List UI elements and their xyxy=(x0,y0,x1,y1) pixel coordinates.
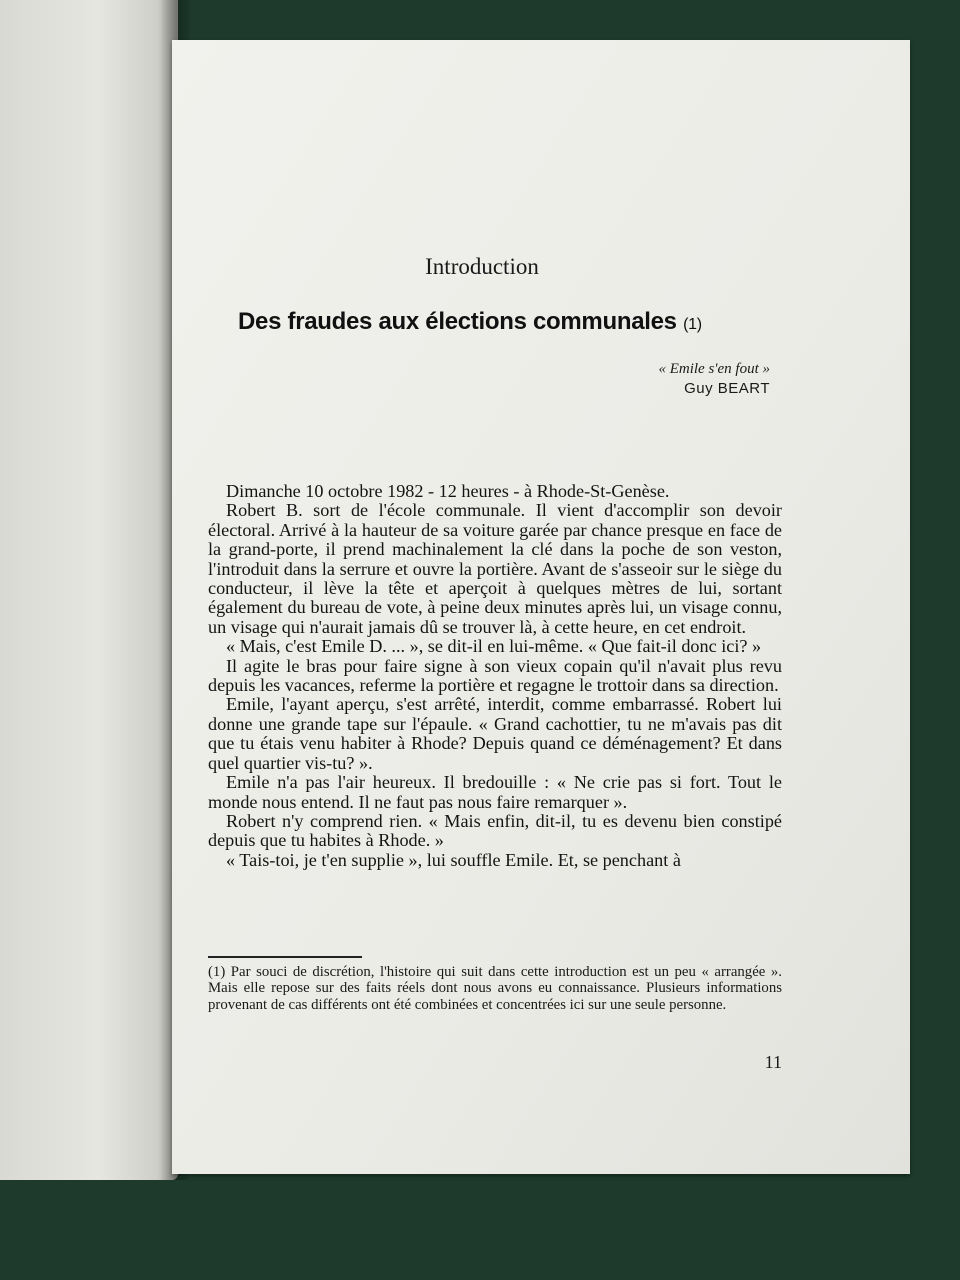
facing-page xyxy=(0,0,178,1180)
section-title xyxy=(238,308,702,336)
epigraph xyxy=(658,360,770,398)
paragraph: « Tais-toi, je t'en supplie », lui souffle Emile. Et, se penchant à xyxy=(226,849,681,870)
paragraph: Il agite le bras pour faire signe à son vieux copain qu'il n'avait plus revu depuis les vacances, referme la portière et regagne le trottoir dans sa direction. xyxy=(208,655,782,696)
chapter-title: Introduction xyxy=(425,254,539,279)
paragraph: Robert n'y comprend rien. « Mais enfin, dit-il, tu es devenu bien constipé depuis que tu habites à Rhode. » xyxy=(208,810,782,851)
footnote-reference: (1) xyxy=(683,316,702,333)
footnote: (1) Par souci de discrétion, l'histoire qui suit dans cette introduction est un peu « arrangée ». Mais elle repose sur des faits réels dont nous avons eu connaissance. Plusieurs informations provenant de cas différents ont été combinées et concentrées ici sur une seule personne. xyxy=(208,964,782,1013)
paragraph: « Mais, c'est Emile D. ... », se dit-il en lui-même. « Que fait-il donc ici? » xyxy=(226,636,762,657)
epigraph-author: Guy BEART xyxy=(684,380,770,397)
paragraph: Dimanche 10 octobre 1982 - 12 heures - à Rhode-St-Genèse. xyxy=(226,481,670,501)
paragraph: Emile, l'ayant aperçu, s'est arrêté, interdit, comme embarrassé. Robert lui donne une grande tape sur l'épaule. « Grand cachottier, tu ne m'avais pas dit que tu étais venu habiter à Rhode? Depuis quand ce déménagement? Et dans quel quartier vis-tu? ». xyxy=(208,694,782,773)
footnote-divider xyxy=(208,956,362,958)
paragraph: Robert B. sort de l'école communale. Il vient d'accomplir son devoir électoral. Arrivé à la hauteur de sa voiture garée par chance presque en face de la grand-porte, il prend machinalement la clé dans la poche de son veston, l'introduit dans la serrure et ouvre la portière. Avant de s'asseoir sur le siège du conducteur, il lève la tête et aperçoit à quelques mètres de lui, sortant également du bureau de vote, à peine deux minutes après lui, un visage connu, un visage qui n'aurait jamais dû se trouver là, à cette heure, en cet endroit. xyxy=(208,500,782,637)
book-page xyxy=(172,40,910,1174)
epigraph-quote: « Emile s'en fout » xyxy=(658,361,770,377)
body-text xyxy=(208,482,782,870)
page-number: 11 xyxy=(764,1052,782,1072)
paragraph: Emile n'a pas l'air heureux. Il bredouille : « Ne crie pas si fort. Tout le monde nous entend. Il ne faut pas nous faire remarquer ». xyxy=(208,772,782,812)
section-title-text: Des fraudes aux élections communales xyxy=(238,308,677,335)
